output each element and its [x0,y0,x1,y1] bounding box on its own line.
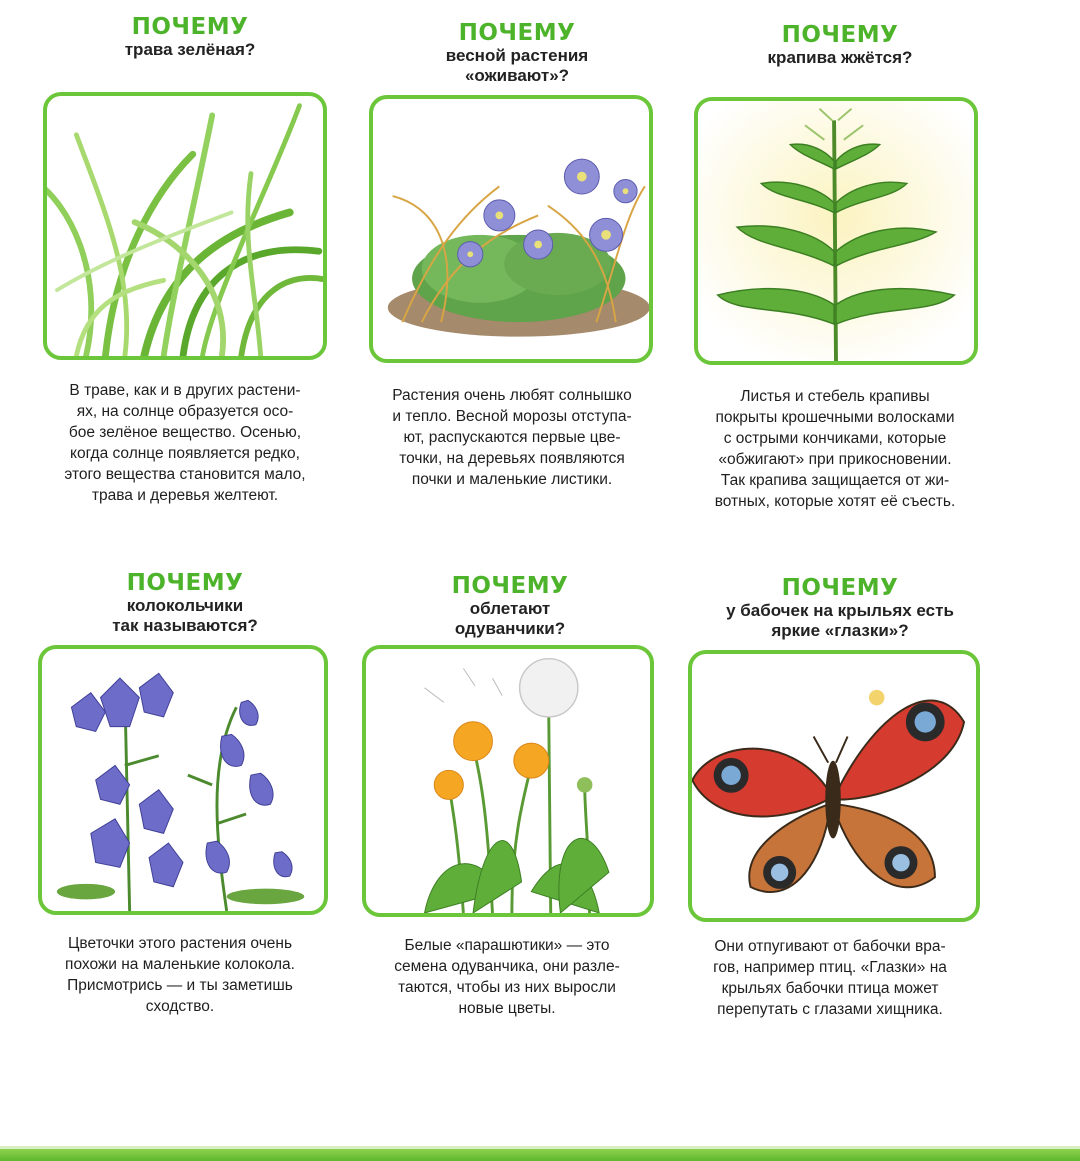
card-text: Цветочки этого растения очень похожи на маленькие колокола. Присмотрись — и ты заметишь сходство. [65,935,295,1015]
butterfly-illustration [688,650,980,922]
grass-icon [47,96,323,356]
spring-illustration [369,95,653,363]
card-question: трава зелёная? [124,40,256,59]
card-question: колокольчики так называются? [112,596,258,635]
bellflower-illustration [38,645,328,915]
spring-flowers-icon [373,99,649,359]
grass-illustration [43,92,327,360]
card-text: Белые «парашютики» — это семена одуванчика, они разле- таются, чтобы из них выросли новые цветы. [394,937,620,1017]
card-text: Растения очень любят солнышко и тепло. Весной морозы отступа- ют, распускаются первые цве- точки, на деревьях появляются почки и маленькие листики. [392,387,632,488]
butterfly-icon [692,654,976,918]
card-question: у бабочек на крыльях есть яркие «глазки»? [726,601,954,640]
card-text: Они отпугивают от бабочки вра- гов, например птиц. «Глазки» на крыльях бабочки птица может перепутать с глазами хищника. [713,938,947,1018]
card-kicker: ПОЧЕМУ [781,22,899,48]
card-question: крапива жжётся? [767,48,913,67]
card-kicker: ПОЧЕМУ [451,573,569,599]
bellflower-icon [42,649,324,911]
card-kicker: ПОЧЕМУ [458,20,576,46]
nettle-illustration [694,97,978,365]
card-text: Листья и стебель крапивы покрыты крошечными волосками с острыми кончиками, которые «обжигают» при прикосновении. Так крапива защищается от жи- вотных, которые хотят её съесть. [714,388,956,510]
card-text: В траве, как и в других растени- ях, на солнце образуется осо- бое зелёное вещество. Осенью, когда солнце появляется редко, этого вещества становится мало, трава и деревья желтеют. [64,382,306,504]
card-question: облетают одуванчики? [454,599,566,638]
card-kicker: ПОЧЕМУ [781,575,899,601]
card-kicker: ПОЧЕМУ [126,570,244,596]
dandelion-illustration [362,645,654,917]
dandelion-icon [366,649,650,913]
nettle-icon [698,101,974,361]
card-question: весной растения «оживают»? [445,46,589,85]
card-kicker: ПОЧЕМУ [131,14,249,40]
footer-bar [0,1149,1080,1161]
